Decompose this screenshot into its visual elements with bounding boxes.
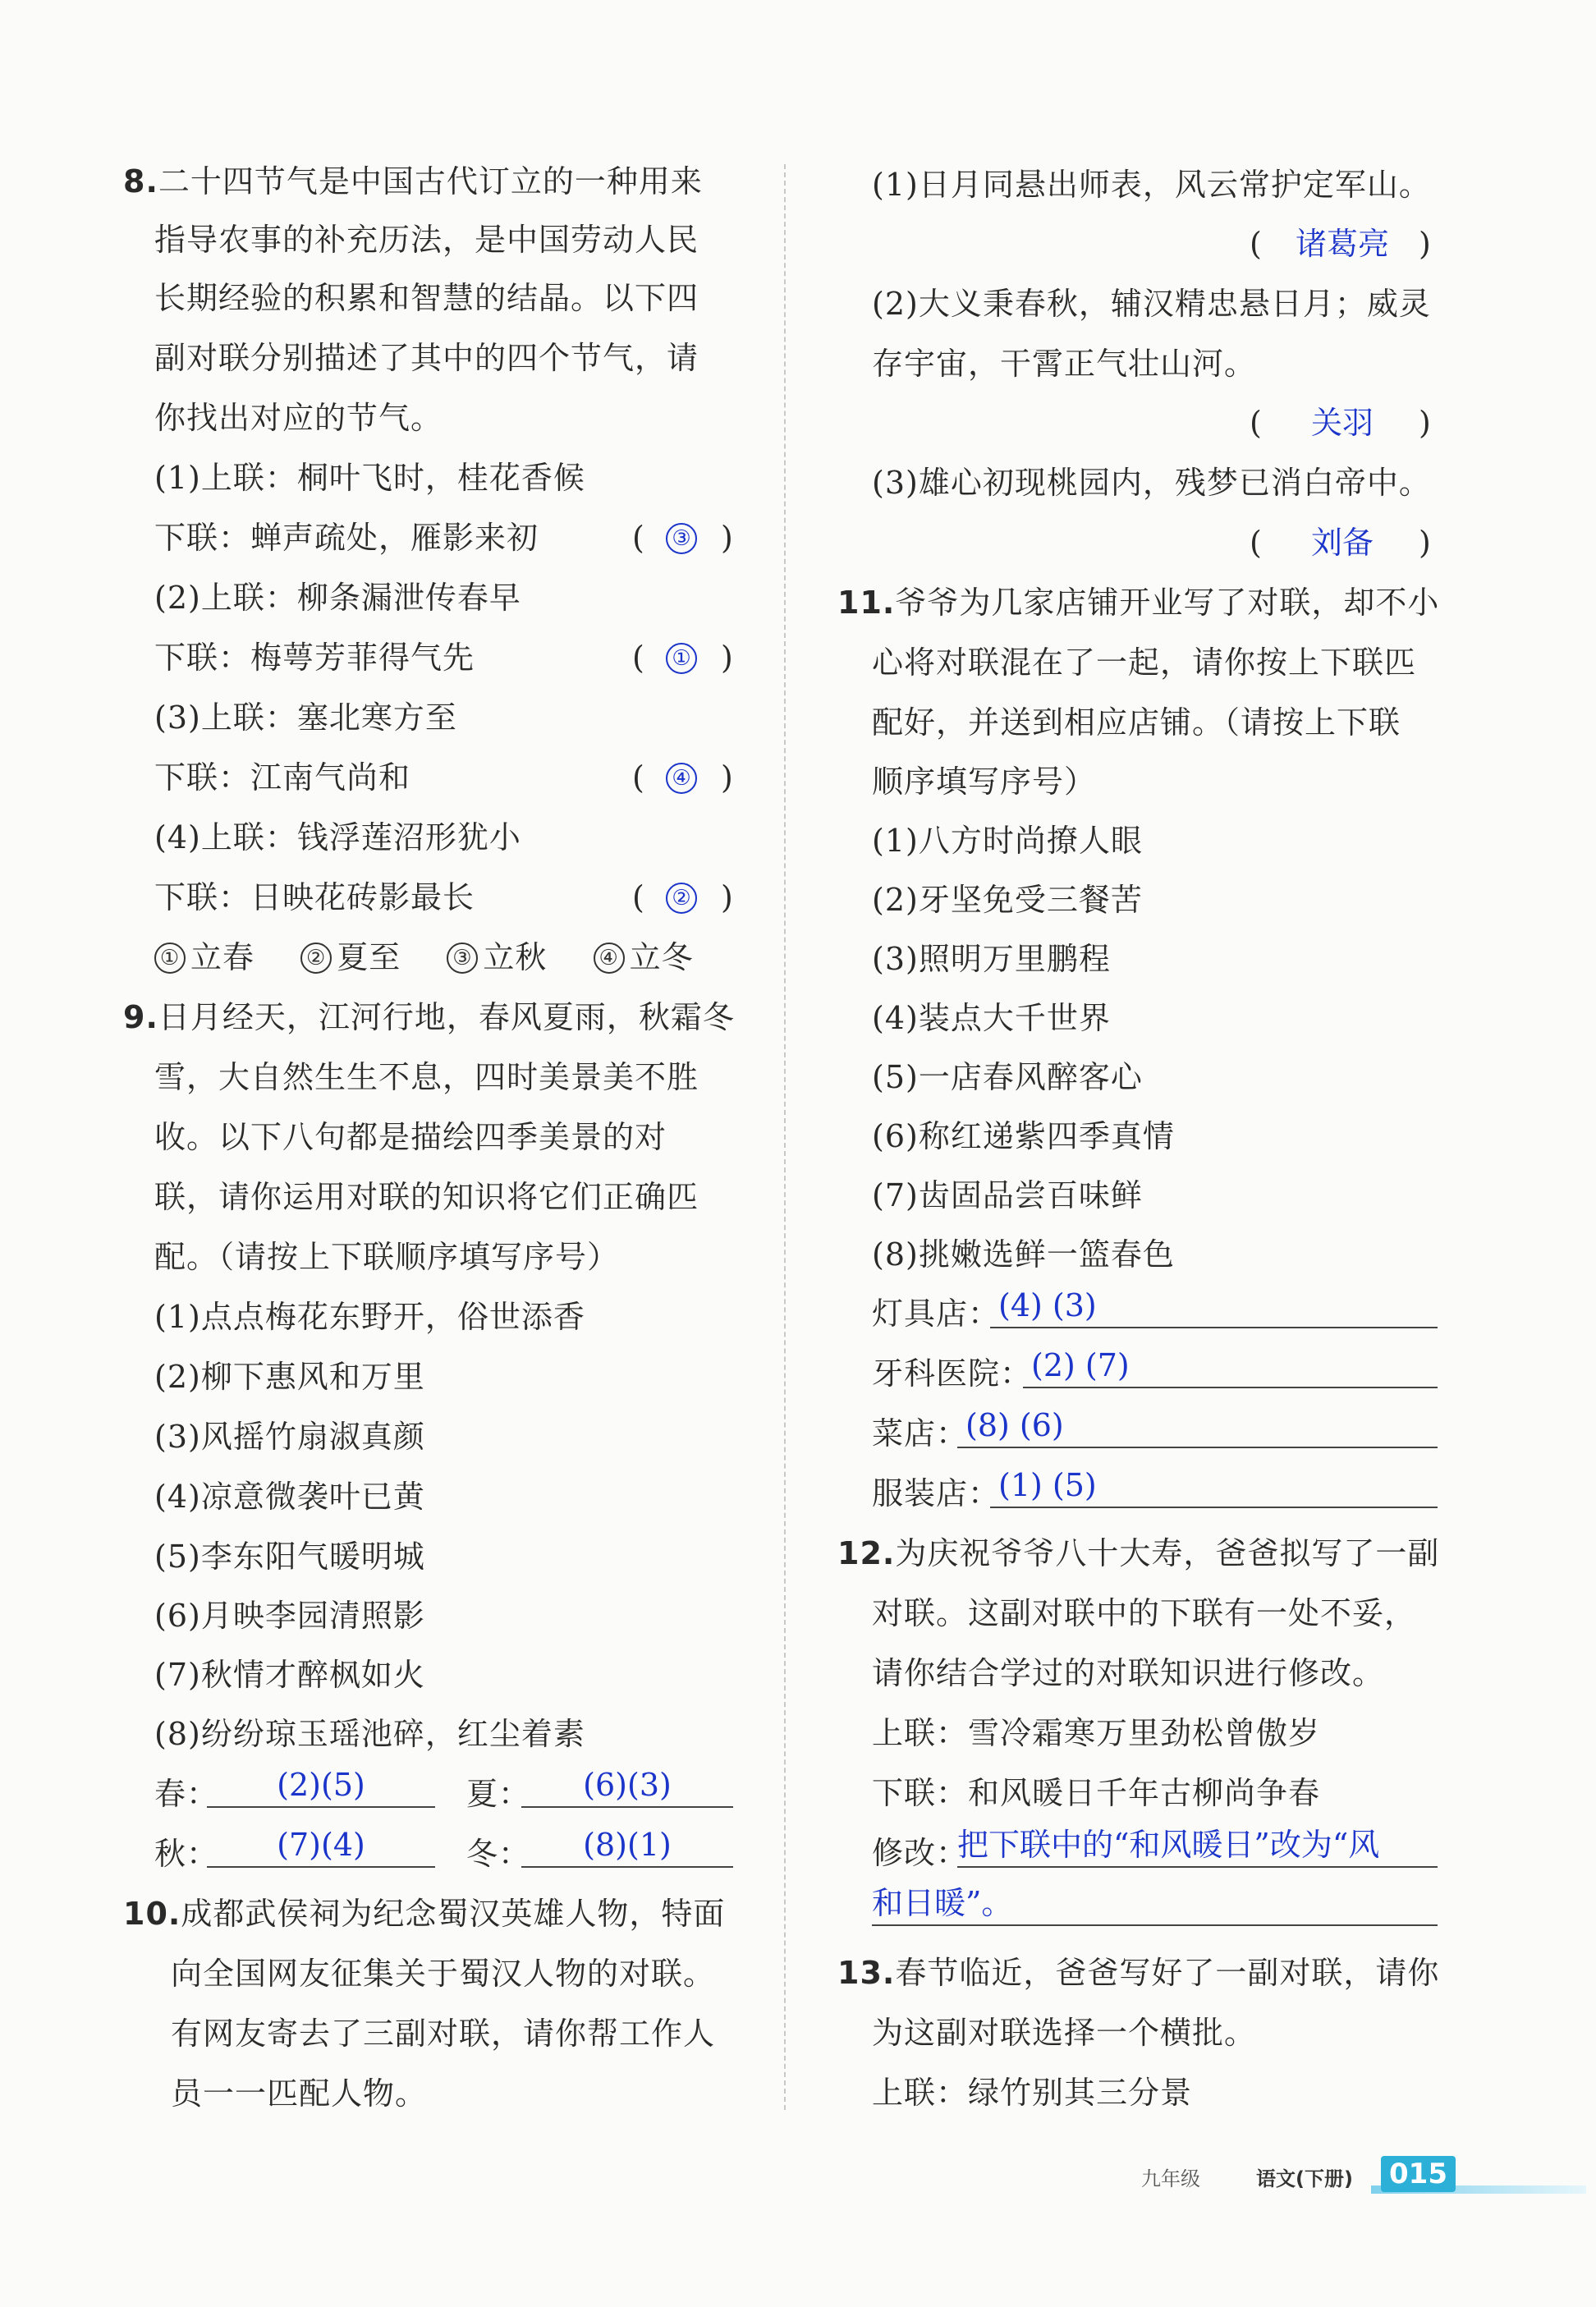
q11-answer-clothing-label: 服装店： xyxy=(872,1475,1001,1511)
q9-line-3: 收。以下八句都是描绘四季美景的对 xyxy=(154,1119,667,1155)
q10-number: 10. xyxy=(123,1896,181,1932)
q13-upper: 上联：绿竹别其三分景 xyxy=(872,2075,1193,2111)
q8-item-2-upper: (2)上联：柳条漏泄传春早 xyxy=(154,580,521,616)
q8-line-5: 你找出对应的节气。 xyxy=(154,400,443,436)
q13-line-1: 13.春节临近，爸爸写好了一副对联，请你 xyxy=(837,1955,1440,1991)
q9-answer-summer[interactable]: (6)(3) xyxy=(521,1767,733,1808)
q9-line-2: 雪，大自然生生不息，四时美景美不胜 xyxy=(154,1059,699,1095)
q10-item-3: (3)雄心初现桃园内，残梦已消白帝中。 xyxy=(872,465,1431,501)
q8-item-1-upper: (1)上联：桐叶飞时，桂花香候 xyxy=(154,460,585,496)
footer-subject: 语文(下册) xyxy=(1256,2167,1353,2190)
q10-item-1: (1)日月同悬出师表，风云常护定军山。 xyxy=(872,167,1431,203)
q9-answer-autumn-label: 秋： xyxy=(154,1836,219,1872)
q11-line-1: 11.爷爷为几家店铺开业写了对联，却不小 xyxy=(837,585,1440,621)
q8-item-4-lower: 下联：日映花砖影最长 xyxy=(154,879,475,915)
q12-upper: 上联：雪冷霜寒万里劲松曾傲岁 xyxy=(872,1715,1321,1751)
q12-fix-answer-line-2[interactable]: 和日暖”。 xyxy=(872,1885,1438,1926)
q9-item-5: (5)李东阳气暖明城 xyxy=(154,1539,425,1575)
q12-number: 12. xyxy=(837,1535,896,1571)
q10-line-4: 员一一匹配人物。 xyxy=(171,2075,428,2112)
q11-item-2: (2)牙坚免受三餐苦 xyxy=(872,882,1143,918)
q9-item-6: (6)月映李园清照影 xyxy=(154,1598,425,1634)
q8-item-2-lower: 下联：梅萼芳菲得气先 xyxy=(154,640,475,676)
q9-answer-spring-label: 春： xyxy=(154,1776,219,1812)
q11-answer-clothing[interactable]: (1) (5) xyxy=(990,1467,1438,1508)
q8-line-4: 副对联分别描述了其中的四个节气，请 xyxy=(154,340,699,376)
q11-item-6: (6)称红递紫四季真情 xyxy=(872,1118,1175,1154)
q8-line-2: 指导农事的补充历法，是中国劳动人民 xyxy=(154,222,699,258)
q9-item-2: (2)柳下惠风和万里 xyxy=(154,1359,425,1395)
q13-line-2: 为这副对联选择一个横批。 xyxy=(872,2015,1257,2051)
q9-answer-spring[interactable]: (2)(5) xyxy=(207,1767,435,1808)
q13-number: 13. xyxy=(837,1955,896,1991)
q11-line-3: 配好，并送到相应店铺。（请按上下联 xyxy=(872,704,1401,741)
q12-lower: 下联：和风暖日千年古柳尚争春 xyxy=(872,1775,1321,1811)
q9-answer-winter-label: 冬： xyxy=(466,1836,531,1872)
q8-line-1: 8.二十四节气是中国古代订立的一种用来 xyxy=(123,163,703,200)
q9-item-3: (3)风摇竹扇淑真颜 xyxy=(154,1419,425,1455)
q11-item-5: (5)一店春风醉客心 xyxy=(872,1059,1143,1095)
footer-grade: 九年级 xyxy=(1141,2167,1200,2190)
q11-line-4: 顺序填写序号） xyxy=(872,764,1097,800)
q8-item-3-upper: (3)上联：塞北寒方至 xyxy=(154,699,457,736)
q8-line-3: 长期经验的积累和智慧的结晶。以下四 xyxy=(154,280,699,316)
q9-item-4: (4)凉意微袭叶已黄 xyxy=(154,1479,425,1515)
q11-number: 11. xyxy=(837,585,896,621)
q9-number: 9. xyxy=(123,999,158,1035)
q11-answer-grocery-label: 菜店： xyxy=(872,1415,969,1452)
q9-item-7: (7)秋情才醉枫如火 xyxy=(154,1657,425,1693)
q8-item-4-upper: (4)上联：钱浮莲沼形犹小 xyxy=(154,819,521,855)
q8-option-4: ④ 立冬 xyxy=(594,939,694,975)
q10-item-2-line-2: 存宇宙，干霄正气壮山河。 xyxy=(872,346,1257,382)
q11-line-2: 心将对联混在了一起，请你按上下联匹 xyxy=(872,644,1417,681)
q11-answer-dental[interactable]: (2) (7) xyxy=(1023,1347,1438,1388)
page-number: 015 xyxy=(1381,2156,1456,2192)
q8-options xyxy=(154,937,694,978)
q9-item-1: (1)点点梅花东野开，俗世添香 xyxy=(154,1299,585,1335)
q9-answer-winter[interactable]: (8)(1) xyxy=(521,1827,733,1868)
q9-line-1: 9.日月经天，江河行地，春风夏雨，秋霜冬 xyxy=(123,999,735,1035)
q9-answer-autumn[interactable]: (7)(4) xyxy=(207,1827,435,1868)
q8-option-3: ③ 立秋 xyxy=(447,939,547,975)
q9-item-8: (8)纷纷琼玉瑶池碎，红尘着素 xyxy=(154,1716,585,1752)
q12-fix-answer-line-1[interactable]: 把下联中的“和风暖日”改为“风 xyxy=(957,1827,1438,1868)
q11-answer-grocery[interactable]: (8) (6) xyxy=(957,1407,1438,1448)
q10-item-2-line-1: (2)大义秉春秋，辅汉精忠悬日月；威灵 xyxy=(872,286,1431,322)
q9-line-5: 配。（请按上下联顺序填写序号） xyxy=(154,1239,620,1275)
q12-line-3: 请你结合学过的对联知识进行修改。 xyxy=(872,1655,1385,1691)
q11-item-4: (4)装点大千世界 xyxy=(872,1000,1111,1036)
q12-line-1: 12.为庆祝爷爷八十大寿，爸爸拟写了一副 xyxy=(837,1535,1440,1571)
column-divider xyxy=(784,164,786,2110)
q11-answer-lamp[interactable]: (4) (3) xyxy=(990,1287,1438,1328)
q11-answer-dental-label: 牙科医院： xyxy=(872,1355,1033,1392)
q12-fix-label: 修改： xyxy=(872,1835,969,1871)
q8-item-1-lower: 下联：蝉声疏处，雁影来初 xyxy=(154,520,539,556)
q11-item-3: (3)照明万里鹏程 xyxy=(872,941,1111,977)
q8-option-1: ① 立春 xyxy=(154,939,255,975)
q10-line-2: 向全国网友征集关于蜀汉人物的对联。 xyxy=(171,1956,716,1992)
q8-item-3-lower: 下联：江南气尚和 xyxy=(154,759,411,796)
q10-line-3: 有网友寄去了三副对联，请你帮工作人 xyxy=(171,2016,716,2052)
q11-item-1: (1)八方时尚撩人眼 xyxy=(872,823,1143,859)
q11-item-8: (8)挑嫩选鲜一篮春色 xyxy=(872,1236,1175,1273)
q9-answer-summer-label: 夏： xyxy=(466,1776,531,1812)
q10-line-1: 10.成都武侯祠为纪念蜀汉英雄人物，特面 xyxy=(123,1896,726,1932)
q11-answer-lamp-label: 灯具店： xyxy=(872,1296,1001,1332)
q8-number: 8. xyxy=(123,163,158,200)
q12-line-2: 对联。这副对联中的下联有一处不妥， xyxy=(872,1595,1417,1631)
q11-item-7: (7)齿固品尝百味鲜 xyxy=(872,1177,1143,1213)
q9-line-4: 联，请你运用对联的知识将它们正确匹 xyxy=(154,1179,699,1215)
q8-option-2: ② 夏至 xyxy=(300,939,401,975)
